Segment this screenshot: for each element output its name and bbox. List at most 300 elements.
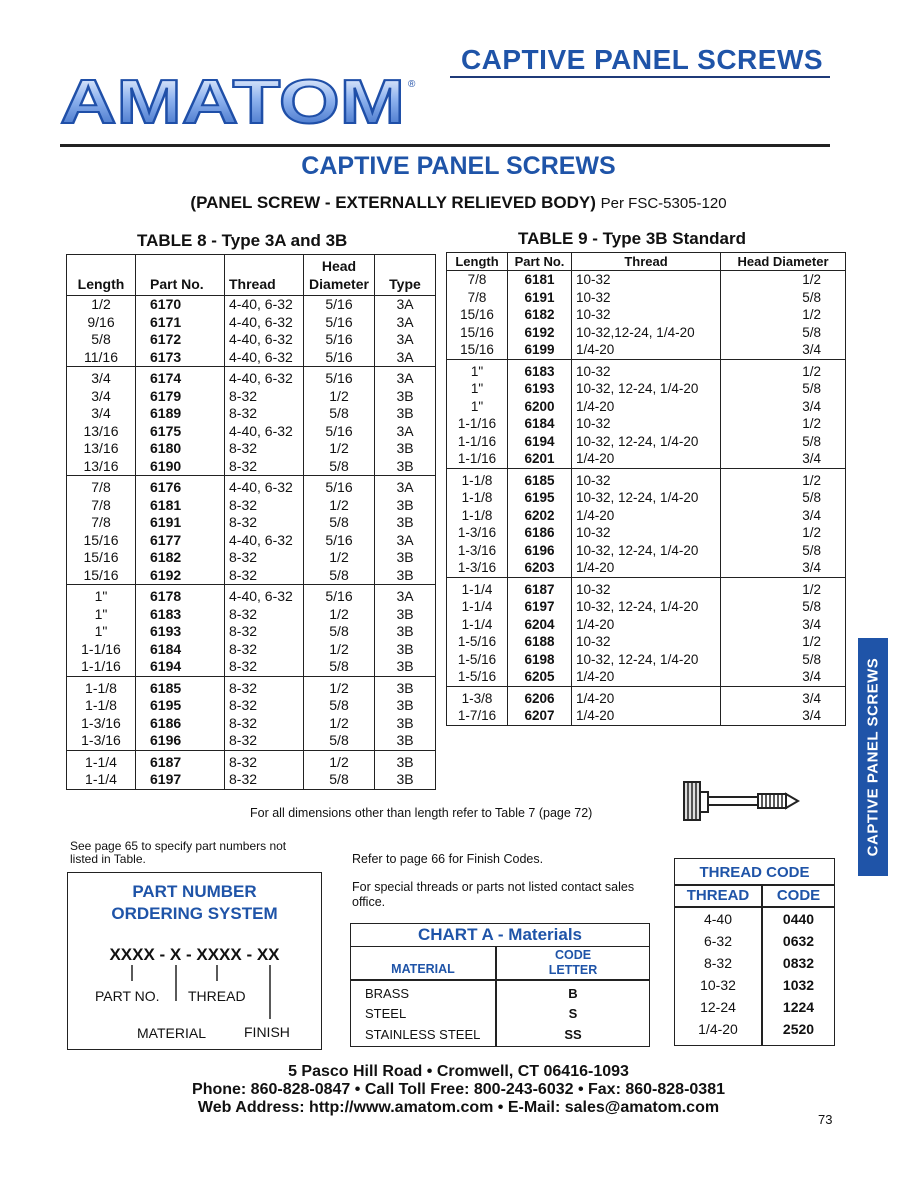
length-cell: 1-3/16 <box>457 560 497 575</box>
head-diameter-cell: 3/4 <box>721 616 846 634</box>
table-row <box>67 532 436 550</box>
head-diameter-cell: 5/16 <box>304 367 375 388</box>
thread-cell: 8-32 <box>225 623 304 641</box>
table-row <box>67 314 436 332</box>
table-row <box>447 707 846 725</box>
thread-cell: 4-40, 6-32 <box>225 349 304 367</box>
table-row <box>67 585 436 606</box>
table-row <box>67 771 436 789</box>
part-no-cell: 6195 <box>150 697 182 713</box>
thread-cell: 8-32 <box>225 732 304 750</box>
thread-cell: 8-32 <box>225 658 304 676</box>
part-no-cell: 6174 <box>136 367 225 388</box>
t8-col-type: Type <box>375 255 436 296</box>
head-diameter-cell: 5/16 <box>304 349 375 367</box>
chart-a-title: CHART A - Materials <box>351 924 649 947</box>
head-diameter-cell: 1/2 <box>721 359 846 380</box>
captive-screw-illustration <box>682 778 804 826</box>
length-cell: 1-1/4 <box>447 577 508 598</box>
type-cell: 3B <box>375 623 436 641</box>
thread-row: 10-32 <box>700 977 736 993</box>
thread-cell: 10-32,12-24, 1/4-20 <box>572 324 721 342</box>
table-row <box>67 732 436 750</box>
t8-col-partno: Part No. <box>136 255 225 296</box>
table-row <box>67 676 436 697</box>
thread-cell: 8-32 <box>225 750 304 771</box>
head-diameter-cell: 5/16 <box>304 296 375 314</box>
length-cell: 13/16 <box>67 458 136 476</box>
length-cell: 5/8 <box>67 331 136 349</box>
head-diameter-cell: 5/8 <box>721 324 846 342</box>
part-no-cell: 6195 <box>508 489 572 507</box>
type-cell: 3B <box>375 750 436 771</box>
head-diameter-cell: 3/4 <box>721 686 846 707</box>
head-diameter-cell: 5/8 <box>721 289 846 307</box>
table-row <box>447 324 846 342</box>
header-rule <box>450 76 830 78</box>
thread-cell: 1/4-20 <box>572 341 721 359</box>
length-cell: 3/4 <box>67 388 136 406</box>
code-brass: B <box>568 986 578 1001</box>
footer-phone: Phone: 860-828-0847 • Call Toll Free: 800-243-6032 • Fax: 860-828-0381 <box>192 1081 725 1098</box>
thread-cell: 8-32 <box>225 514 304 532</box>
head-diameter-cell: 1/2 <box>304 715 375 733</box>
thread-cell: 10-32 <box>572 415 721 433</box>
length-cell: 15/16 <box>460 324 494 340</box>
label-part-no: PART NO. <box>95 988 160 1004</box>
head-diameter-cell: 1/2 <box>304 388 375 406</box>
header-divider <box>60 144 830 147</box>
part-no-cell: 6196 <box>150 732 182 748</box>
part-no-cell: 6206 <box>508 686 572 707</box>
length-cell: 1-1/16 <box>67 641 136 659</box>
thread-cell: 10-32 <box>572 577 721 598</box>
table-row <box>67 476 436 497</box>
table9-caption: TABLE 9 - Type 3B Standard <box>518 229 746 248</box>
chart-a-materials <box>350 923 650 1047</box>
part-no-cell: 6194 <box>508 433 572 451</box>
head-diameter-cell: 1/2 <box>721 524 846 542</box>
type-cell: 3A <box>375 314 436 332</box>
page-subtitle <box>0 193 917 213</box>
part-no-cell: 6201 <box>508 450 572 468</box>
thread-cell: 8-32 <box>225 715 304 733</box>
table-row <box>67 623 436 641</box>
head-diameter-cell: 5/16 <box>304 331 375 349</box>
thread-cell: 4-40, 6-32 <box>225 585 304 606</box>
header-title: CAPTIVE PANEL SCREWS <box>460 44 824 75</box>
length-cell: 1-1/4 <box>461 599 493 614</box>
ordering-title: PART NUMBER ORDERING SYSTEM <box>111 882 278 923</box>
head-diameter-cell: 5/16 <box>304 532 375 550</box>
part-no-cell: 6185 <box>136 676 225 697</box>
part-no-cell: 6193 <box>508 380 572 398</box>
head-diameter-cell: 1/2 <box>721 577 846 598</box>
table-row <box>67 405 436 423</box>
table-row <box>67 331 436 349</box>
side-tab-label: CAPTIVE PANEL SCREWS <box>864 657 882 857</box>
part-no-cell: 6182 <box>508 306 572 324</box>
length-cell: 1-1/16 <box>457 433 497 449</box>
t9-col-partno: Part No. <box>508 253 572 271</box>
thread-row: 6-32 <box>703 933 733 949</box>
head-diameter-cell: 5/16 <box>304 314 375 332</box>
part-no-cell: 6199 <box>508 341 572 359</box>
thread-row: 12-24 <box>700 999 736 1015</box>
length-cell: 1-1/4 <box>461 616 493 632</box>
thread-cell: 10-32 <box>572 633 721 651</box>
part-no-cell: 6207 <box>508 707 572 725</box>
thread-cell: 1/4-20 <box>572 686 721 707</box>
length-cell: 1-1/8 <box>461 490 493 505</box>
part-no-cell: 6205 <box>508 668 572 686</box>
part-no-cell: 6179 <box>150 387 182 404</box>
table9 <box>446 252 846 726</box>
length-cell: 3/4 <box>67 405 136 423</box>
t8-col-thread: Thread <box>225 255 304 296</box>
length-cell: 1-1/16 <box>67 658 136 676</box>
table-row <box>67 606 436 624</box>
length-cell: 1-1/4 <box>67 750 136 771</box>
thread-cell: 10-32, 12-24, 1/4-20 <box>572 542 721 560</box>
thread-cell: 4-40, 6-32 <box>225 532 304 550</box>
head-diameter-cell: 3/4 <box>721 507 846 525</box>
thread-cell: 10-32 <box>572 271 721 289</box>
type-cell: 3B <box>375 440 436 458</box>
part-no-cell: 6204 <box>508 616 572 634</box>
head-diameter-cell: 3/4 <box>721 450 846 468</box>
special-threads-note: For special threads or parts not listed contact sales office. <box>352 880 635 909</box>
thread-cell: 10-32 <box>572 524 721 542</box>
head-diameter-cell: 1/2 <box>721 468 846 489</box>
material-brass: BRASS <box>365 986 410 1001</box>
length-cell: 1-1/8 <box>461 507 493 523</box>
head-diameter-cell: 1/2 <box>721 633 846 651</box>
part-no-cell: 6192 <box>508 324 572 342</box>
length-cell: 15/16 <box>67 549 136 567</box>
table-row <box>447 507 846 525</box>
thread-code-code-header: CODE <box>776 887 821 904</box>
type-cell: 3B <box>375 549 436 567</box>
thread-row: 4-40 <box>703 911 733 927</box>
thread-code-table <box>674 858 835 1046</box>
thread-cell: 8-32 <box>225 771 304 789</box>
head-diameter-cell: 1/2 <box>721 306 846 324</box>
part-no-cell: 6196 <box>508 542 572 560</box>
length-cell: 3/4 <box>67 367 136 388</box>
type-cell: 3A <box>375 532 436 550</box>
table-row <box>67 697 436 715</box>
length-cell: 1-7/16 <box>457 708 497 723</box>
thread-cell: 10-32 <box>572 359 721 380</box>
head-diameter-cell: 1/2 <box>304 549 375 567</box>
code-stainless: SS <box>564 1027 582 1042</box>
length-cell: 11/16 <box>67 349 136 367</box>
table-row <box>447 415 846 433</box>
thread-cell: 1/4-20 <box>572 398 721 416</box>
part-no-cell: 6202 <box>508 507 572 525</box>
length-cell: 1-5/16 <box>457 634 497 649</box>
part-no-cell: 6198 <box>508 651 572 669</box>
table-row <box>67 658 436 676</box>
length-cell: 1" <box>470 381 484 396</box>
table-row <box>447 559 846 577</box>
length-cell: 13/16 <box>67 440 136 458</box>
label-material: MATERIAL <box>137 1025 206 1041</box>
page-title: CAPTIVE PANEL SCREWS <box>301 152 616 180</box>
length-cell: 9/16 <box>67 314 136 332</box>
table-row <box>67 349 436 367</box>
length-cell: 1-1/8 <box>447 468 508 489</box>
part-no-cell: 6181 <box>508 271 572 289</box>
thread-cell: 8-32 <box>225 676 304 697</box>
type-cell: 3A <box>375 423 436 441</box>
thread-cell: 10-32, 12-24, 1/4-20 <box>572 433 721 451</box>
t9-col-length: Length <box>447 253 508 271</box>
page-number: 73 <box>818 1112 833 1127</box>
length-cell: 7/8 <box>67 514 136 532</box>
part-no-cell: 6178 <box>136 585 225 606</box>
part-no-cell: 6191 <box>150 514 182 530</box>
type-cell: 3B <box>375 771 436 789</box>
table-row <box>447 341 846 359</box>
table-row <box>447 651 846 669</box>
length-cell: 1-5/16 <box>457 651 497 667</box>
part-no-cell: 6175 <box>150 422 182 439</box>
table-row <box>67 641 436 659</box>
length-cell: 1-1/8 <box>67 697 136 715</box>
length-cell: 1-1/16 <box>457 416 497 431</box>
length-cell: 7/8 <box>67 476 136 497</box>
length-cell: 1-3/16 <box>457 542 497 558</box>
code-steel: S <box>568 1006 578 1021</box>
thread-cell: 8-32 <box>225 440 304 458</box>
thread-cell: 10-32, 12-24, 1/4-20 <box>572 651 721 669</box>
table-row <box>447 468 846 489</box>
head-diameter-cell: 3/4 <box>721 559 846 577</box>
t9-col-head: Head Diameter <box>721 253 846 271</box>
table-row <box>447 489 846 507</box>
t8-col-length: Length <box>67 255 136 296</box>
length-cell: 1" <box>67 606 136 624</box>
part-no-cell: 6183 <box>508 359 572 380</box>
type-cell: 3B <box>375 676 436 697</box>
material-stainless: STAINLESS STEEL <box>365 1027 481 1042</box>
finish-codes-note: Refer to page 66 for Finish Codes. <box>352 852 544 866</box>
length-cell: 7/8 <box>67 497 136 515</box>
type-cell: 3B <box>375 697 436 715</box>
code-row: 0632 <box>782 933 815 949</box>
part-no-cell: 6182 <box>150 549 182 565</box>
t8-col-head: Head Diameter <box>304 255 375 296</box>
type-cell: 3A <box>375 585 436 606</box>
head-diameter-cell: 1/2 <box>304 641 375 659</box>
head-diameter-cell: 5/8 <box>721 433 846 451</box>
part-no-cell: 6192 <box>150 566 182 583</box>
amatom-logo <box>60 75 430 127</box>
head-diameter-cell: 5/8 <box>721 489 846 507</box>
thread-cell: 4-40, 6-32 <box>225 476 304 497</box>
table8 <box>66 254 436 790</box>
thread-cell: 8-32 <box>225 388 304 406</box>
table-row <box>447 668 846 686</box>
part-no-cell: 6188 <box>508 633 572 651</box>
table-row <box>447 289 846 307</box>
part-no-cell: 6203 <box>508 559 572 577</box>
thread-cell: 8-32 <box>225 567 304 585</box>
length-cell: 1/2 <box>67 296 136 314</box>
length-cell: 1-5/16 <box>457 669 497 684</box>
part-no-cell: 6197 <box>508 598 572 616</box>
table-row <box>67 715 436 733</box>
length-cell: 1-3/16 <box>67 732 136 750</box>
table-row <box>67 423 436 441</box>
thread-cell: 8-32 <box>225 641 304 659</box>
part-no-cell: 6197 <box>150 771 182 787</box>
table-row <box>67 296 436 314</box>
see-page-note: See page 65 to specify part numbers not listed in Table. <box>70 839 287 866</box>
thread-code-title: THREAD CODE <box>699 864 810 881</box>
table-row <box>447 686 846 707</box>
head-diameter-cell: 5/8 <box>721 380 846 398</box>
head-diameter-cell: 3/4 <box>721 707 846 725</box>
thread-cell: 1/4-20 <box>572 507 721 525</box>
length-cell: 1-1/8 <box>67 676 136 697</box>
head-diameter-cell: 5/16 <box>304 585 375 606</box>
part-no-cell: 6185 <box>508 468 572 489</box>
thread-cell: 8-32 <box>225 405 304 423</box>
table-row <box>447 398 846 416</box>
type-cell: 3B <box>375 458 436 476</box>
thread-cell: 4-40, 6-32 <box>225 367 304 388</box>
length-cell: 15/16 <box>67 567 136 585</box>
label-thread: THREAD <box>188 988 246 1004</box>
table-row <box>67 567 436 585</box>
type-cell: 3A <box>375 331 436 349</box>
head-diameter-cell: 5/16 <box>304 476 375 497</box>
head-diameter-cell: 5/8 <box>304 658 375 676</box>
table-row <box>447 380 846 398</box>
table-row <box>447 359 846 380</box>
code-row: 2520 <box>782 1021 815 1037</box>
part-no-cell: 6184 <box>150 640 182 657</box>
part-no-cell: 6176 <box>136 476 225 497</box>
part-no-cell: 6187 <box>508 577 572 598</box>
registered-mark: ® <box>408 79 416 90</box>
type-cell: 3B <box>375 405 436 423</box>
type-cell: 3B <box>375 732 436 750</box>
part-no-cell: 6187 <box>136 750 225 771</box>
length-cell: 1" <box>67 585 136 606</box>
length-cell: 13/16 <box>67 423 136 441</box>
t9-col-thread: Thread <box>572 253 721 271</box>
type-cell: 3B <box>375 641 436 659</box>
part-no-cell: 6200 <box>508 398 572 416</box>
length-cell: 1-3/16 <box>67 715 136 733</box>
table-row <box>447 306 846 324</box>
length-cell: 1-3/16 <box>457 525 497 540</box>
head-diameter-cell: 5/8 <box>721 542 846 560</box>
material-steel: STEEL <box>365 1006 407 1021</box>
table-row <box>67 388 436 406</box>
head-diameter-cell: 5/8 <box>721 598 846 616</box>
part-no-cell: 6194 <box>150 658 182 674</box>
head-diameter-cell: 1/2 <box>304 676 375 697</box>
table-row <box>67 367 436 388</box>
table-row <box>67 497 436 515</box>
length-cell: 1-1/4 <box>67 771 136 789</box>
footer-address: 5 Pasco Hill Road • Cromwell, CT 06416-1093 <box>288 1063 629 1080</box>
table-row <box>447 433 846 451</box>
chart-a-material-header: MATERIAL <box>391 962 455 976</box>
thread-code-thread-header: THREAD <box>686 887 750 904</box>
head-diameter-cell: 3/4 <box>721 341 846 359</box>
head-diameter-cell: 1/2 <box>721 415 846 433</box>
head-diameter-cell: 1/2 <box>304 497 375 515</box>
logo-text: AMATOM <box>60 75 405 127</box>
part-no-cell: 6189 <box>150 405 182 421</box>
part-no-cell: 6183 <box>150 605 182 622</box>
length-cell: 1-1/16 <box>457 451 497 466</box>
thread-cell: 8-32 <box>225 497 304 515</box>
thread-cell: 4-40, 6-32 <box>225 423 304 441</box>
part-no-cell: 6191 <box>508 289 572 307</box>
length-cell: 7/8 <box>467 289 487 305</box>
table8-caption: TABLE 8 - Type 3A and 3B <box>137 231 348 250</box>
thread-cell: 1/4-20 <box>572 707 721 725</box>
table-row <box>447 577 846 598</box>
thread-cell: 4-40, 6-32 <box>225 331 304 349</box>
head-diameter-cell: 5/16 <box>304 423 375 441</box>
part-no-cell: 6186 <box>150 714 182 731</box>
type-cell: 3A <box>375 367 436 388</box>
type-cell: 3A <box>375 349 436 367</box>
thread-cell: 1/4-20 <box>572 450 721 468</box>
code-row: 1032 <box>782 977 815 993</box>
length-cell: 15/16 <box>67 532 136 550</box>
ordering-code: XXXX - X - XXXX - XX <box>109 945 280 964</box>
head-diameter-cell: 5/8 <box>304 567 375 585</box>
head-diameter-cell: 5/8 <box>304 771 375 789</box>
thread-cell: 1/4-20 <box>572 559 721 577</box>
thread-cell: 8-32 <box>225 697 304 715</box>
subtitle-text: (PANEL SCREW - EXTERNALLY RELIEVED BODY) <box>190 193 596 212</box>
type-cell: 3B <box>375 658 436 676</box>
length-cell: 1-3/8 <box>447 686 508 707</box>
part-no-cell: 6184 <box>508 415 572 433</box>
part-no-cell: 6170 <box>150 296 182 312</box>
thread-cell: 10-32, 12-24, 1/4-20 <box>572 380 721 398</box>
head-diameter-cell: 5/8 <box>304 697 375 715</box>
part-no-cell: 6171 <box>150 313 182 330</box>
head-diameter-cell: 3/4 <box>721 398 846 416</box>
part-no-cell: 6190 <box>150 457 182 474</box>
thread-cell: 10-32 <box>572 289 721 307</box>
table-row <box>447 633 846 651</box>
part-no-cell: 6173 <box>150 348 182 365</box>
type-cell: 3A <box>375 476 436 497</box>
thread-cell: 4-40, 6-32 <box>225 314 304 332</box>
thread-row: 8-32 <box>703 955 733 971</box>
table-row <box>67 514 436 532</box>
head-diameter-cell: 5/8 <box>304 732 375 750</box>
code-row: 0832 <box>782 955 815 971</box>
type-cell: 3A <box>375 296 436 314</box>
thread-cell: 1/4-20 <box>572 616 721 634</box>
length-cell: 1" <box>470 398 484 414</box>
table-row <box>447 271 846 289</box>
thread-cell: 8-32 <box>225 549 304 567</box>
